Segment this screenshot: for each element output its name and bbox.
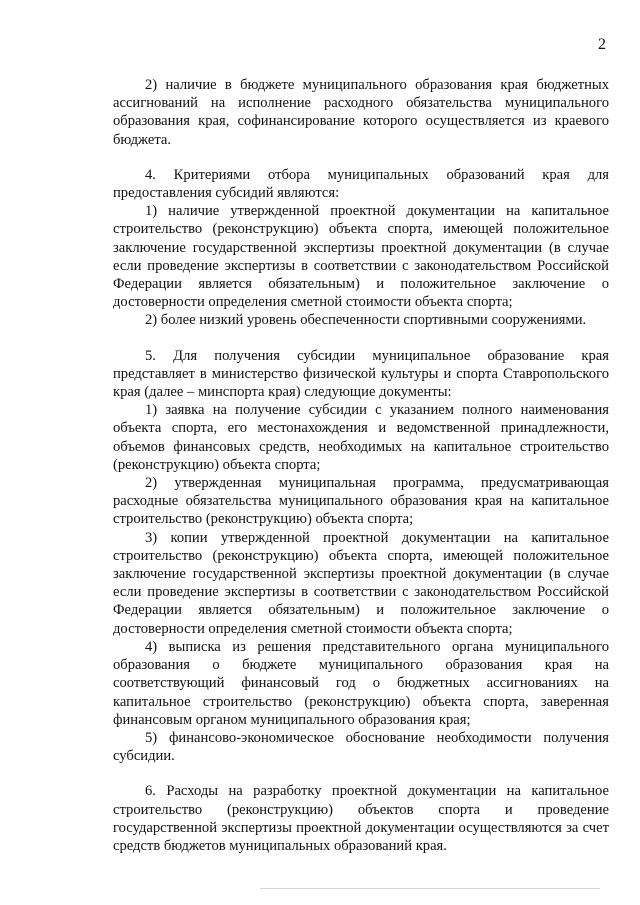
document-body bbox=[113, 76, 609, 855]
paragraph: 2) более низкий уровень обеспеченности спортивными сооружениями. bbox=[145, 312, 587, 329]
paragraph-gap bbox=[113, 149, 609, 166]
scan-edge-line bbox=[260, 888, 600, 889]
paragraph: 6. Расходы на разработку проектной документации на капитальное строительство (реконструкцию) объектов спорта и проведение государственной экспертизы проектной документации осуществляются за счет средств бюджетов муниципальных образований края. bbox=[113, 783, 609, 854]
paragraph: 4. Критериями отбора муниципальных образований края для предоставления субсидий являются: bbox=[113, 166, 609, 202]
page-number: 2 bbox=[598, 36, 606, 53]
paragraph-gap bbox=[113, 765, 609, 782]
paragraph: 4) выписка из решения представительного органа муниципального образования о бюджете муниципального образования края на соответствующий финансовый год о бюджетных ассигнованиях на капитальное строительство (реконструкцию) объекта спорта, заверенная финансовым органом муниципального образования края; bbox=[113, 638, 609, 728]
paragraph: 3) копии утвержденной проектной документации на капитальное строительство (реконструкцию) объекта спорта, имеющей положительное заключение государственной экспертизы проектной документации (в случае если проведение экспертизы в соответствии с законодательством Российской Федерации является обязательным) и положительное заключение о достоверности определения сметной стоимости объекта спорта; bbox=[113, 529, 609, 637]
paragraph: 1) заявка на получение субсидии с указанием полного наименования объекта спорта, его местонахождения и ведомственной принадлежности, объемов финансовых средств, необходимых на капитальное строительство (реконструкцию) объекта спорта; bbox=[113, 402, 609, 473]
paragraph: 5) финансово-экономическое обоснование необходимости получения субсидии. bbox=[113, 729, 609, 765]
paragraph-gap bbox=[113, 330, 609, 347]
paragraph: 2) утвержденная муниципальная программа, предусматривающая расходные обязательства муниципального образования края на капитальное строительство (реконструкцию) объекта спорта; bbox=[113, 475, 609, 528]
paragraph: 5. Для получения субсидии муниципальное образование края представляет в министерство физической культуры и спорта Ставропольского края (далее – минспорта края) следующие документы: bbox=[113, 347, 609, 401]
paragraph: 2) наличие в бюджете муниципального образования края бюджетных ассигнований на исполнение расходного обязательства муниципального образования края, софинансирование которого осуществляется из краевого бюджета. bbox=[113, 77, 609, 148]
paragraph: 1) наличие утвержденной проектной документации на капитальное строительство (реконструкцию) объекта спорта, имеющей положительное заключение государственной экспертизы проектной документации (в случае если проведение экспертизы в соответствии с законодательством Российской Федерации является обязательным) и положительное заключение о достоверности определения сметной стоимости объекта спорта; bbox=[113, 203, 609, 311]
